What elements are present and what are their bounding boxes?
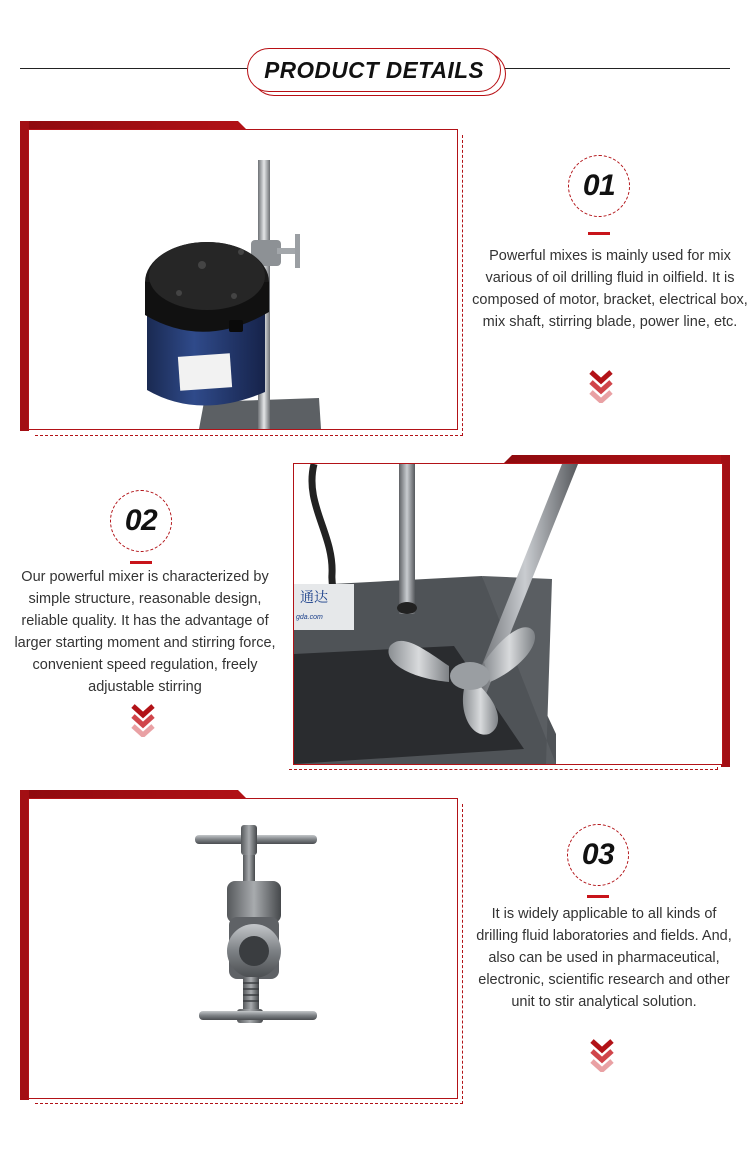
section-3-number-badge	[567, 824, 629, 886]
section-3-number-underline	[587, 895, 609, 898]
section-3-number: 03	[581, 838, 615, 871]
section-2-number-badge	[110, 490, 172, 552]
section-2-chevron-down-icon	[131, 703, 155, 737]
header-rule-right	[503, 68, 730, 69]
section-1-number-underline	[588, 232, 610, 235]
section-1-chevron-down-icon	[589, 369, 613, 403]
section-2-description: Our powerful mixer is characterized by simple structure, reasonable design, reliable quality. It has the advantage of larger starting moment and stirring force, convenient speed regulation, freely adjustable stirring	[14, 569, 276, 695]
rod-clamp-image	[29, 799, 457, 1098]
mixer-blade-image	[294, 464, 722, 764]
header-badge	[247, 48, 501, 92]
section-2-number-underline	[130, 561, 152, 564]
section-1-number: 01	[582, 169, 616, 202]
section-1-description: Powerful mixes is mainly used for mix various of oil drilling fluid in oilfield. It is composed of motor, bracket, electrical box, mix shaft, stirring blade, power line, etc.	[472, 248, 748, 330]
section-3-chevron-down-icon	[590, 1038, 614, 1072]
section-1-number-badge	[568, 155, 630, 217]
page-title: PRODUCT DETAILS	[264, 56, 484, 83]
section-3-photo	[28, 798, 458, 1099]
section-1-photo	[28, 129, 458, 430]
section-3-description: It is widely applicable to all kinds of drilling fluid laboratories and fields. And, also can be used in pharmaceutical, electronic, scientific research and other unit to stir analytical solution.	[476, 906, 732, 1010]
section-2-number: 02	[124, 504, 158, 537]
mixer-motor-image	[29, 130, 457, 429]
header-rule-left	[20, 68, 247, 69]
sticker-subtext: gda.com	[296, 614, 323, 621]
sticker-text: 通达	[300, 589, 328, 605]
section-2-photo	[293, 463, 723, 765]
